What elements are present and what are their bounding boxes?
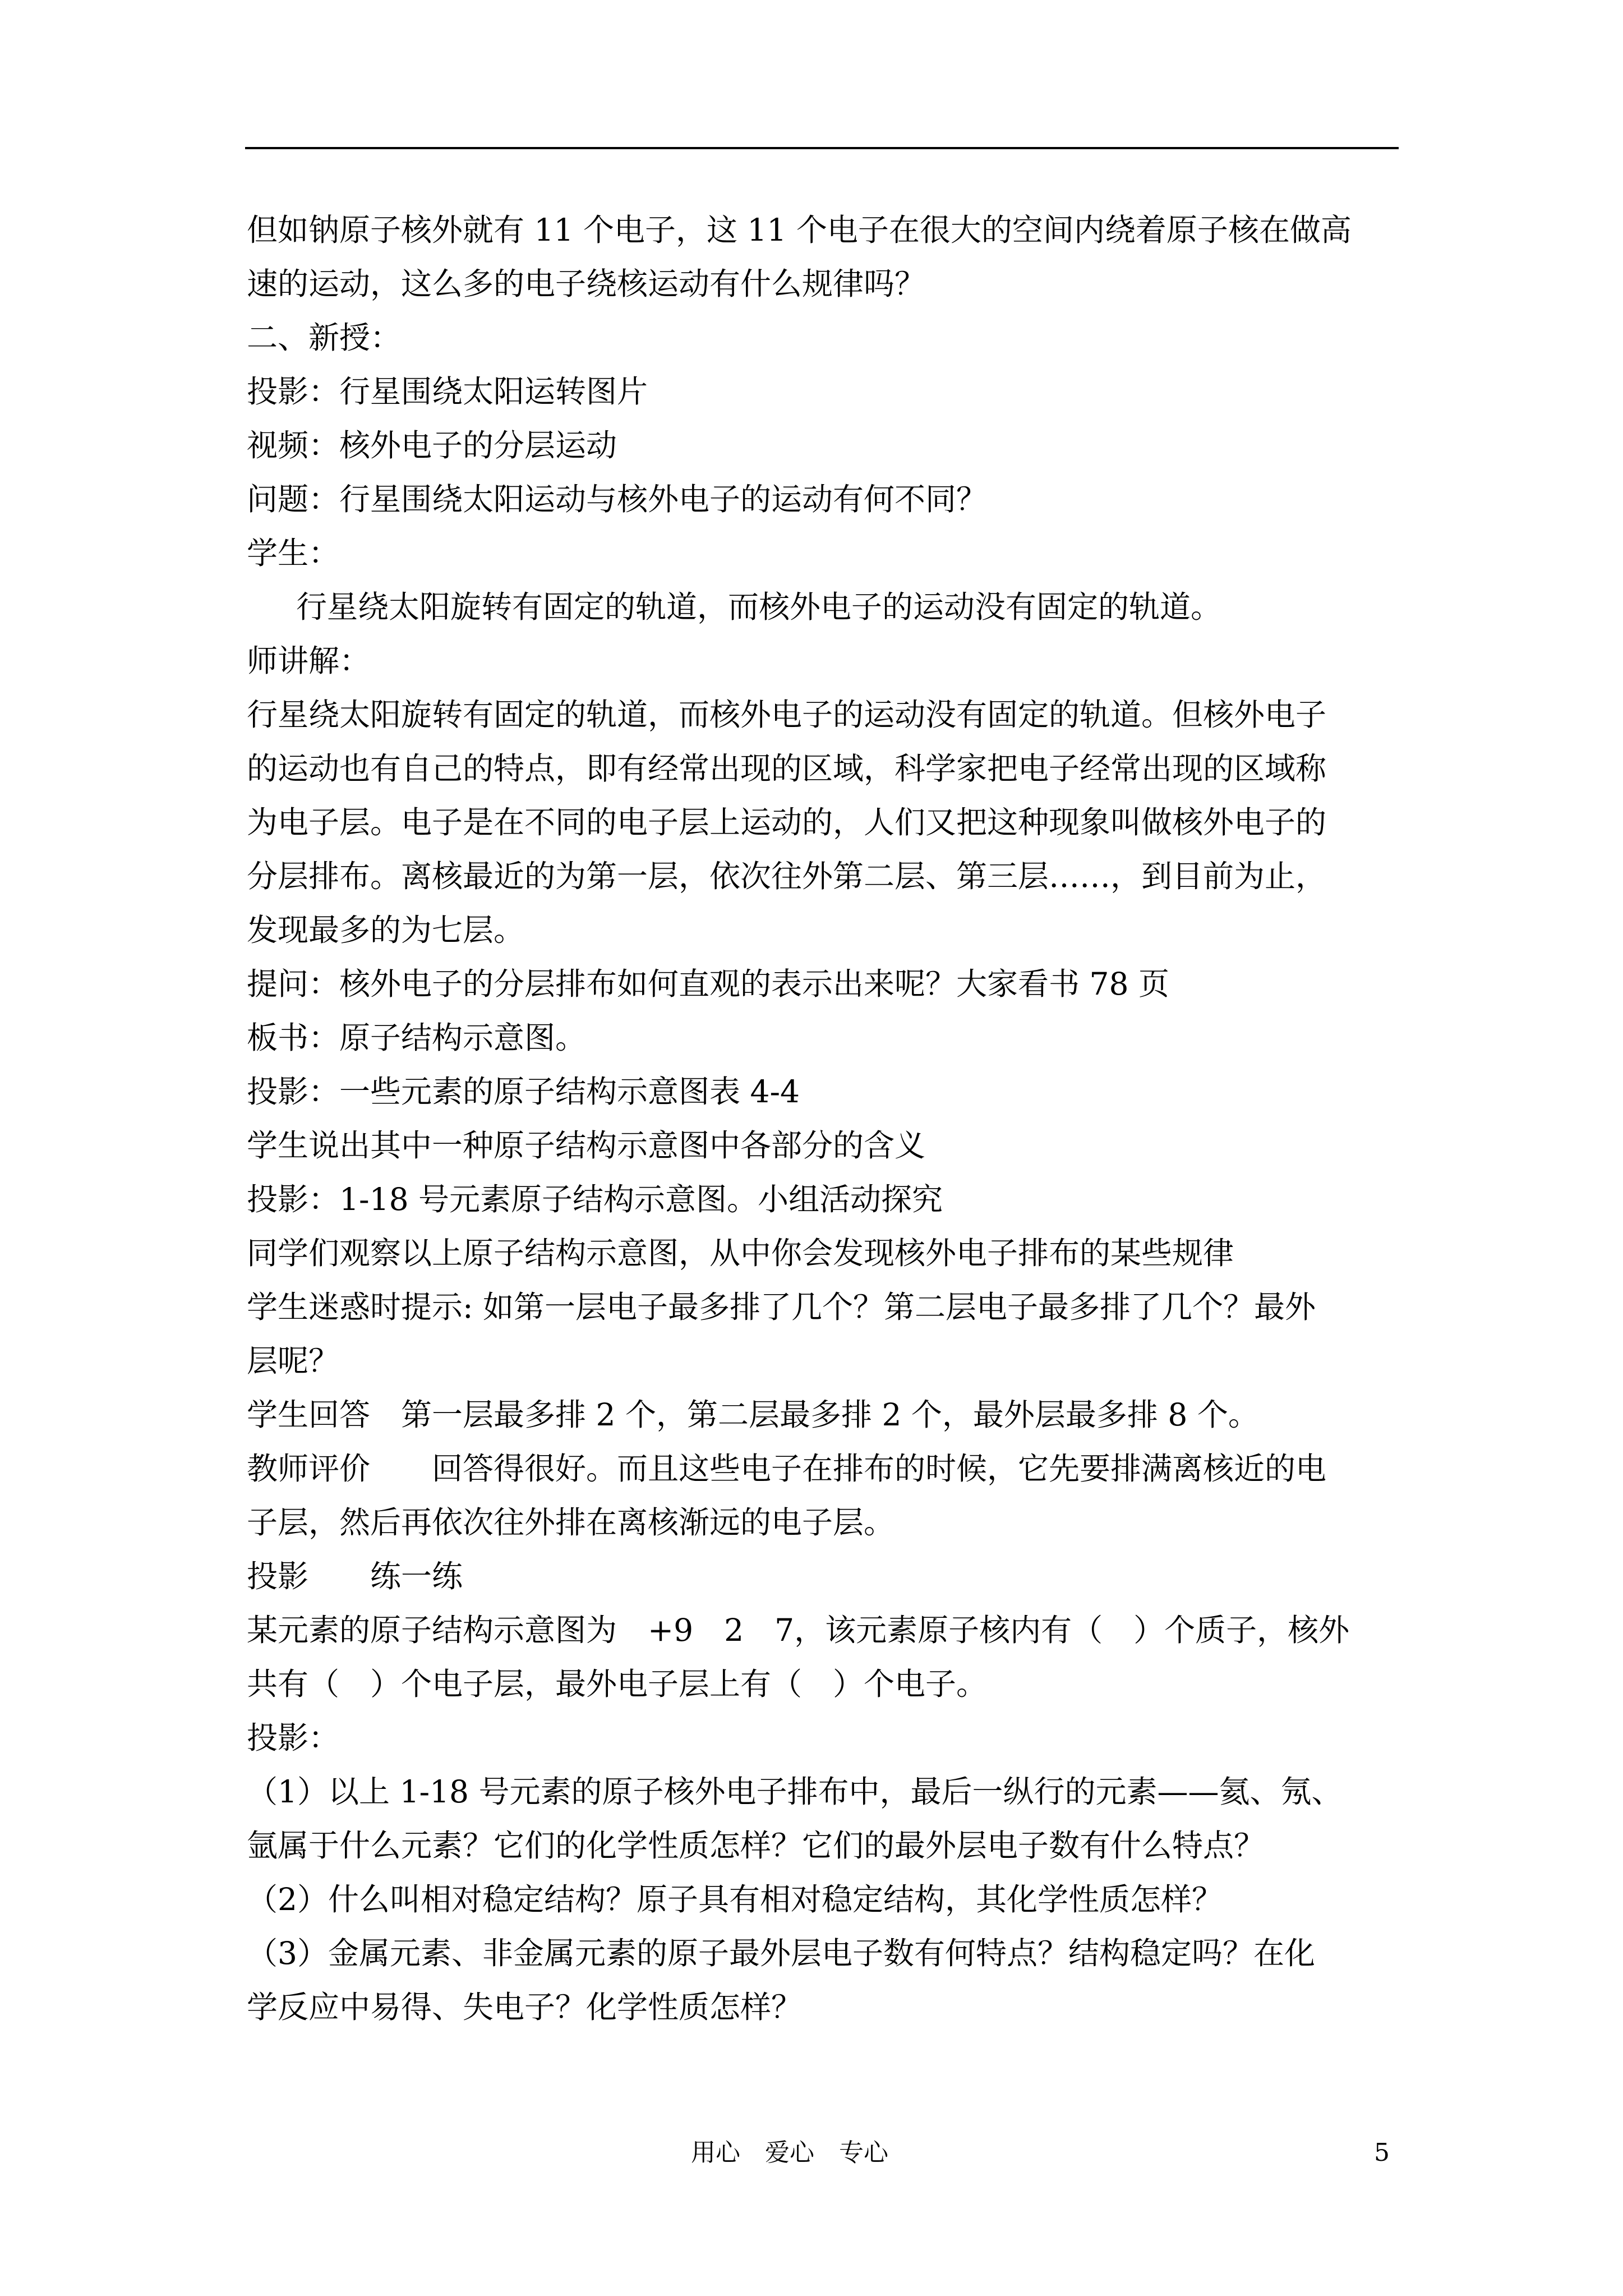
document-body xyxy=(247,203,1402,2034)
exercise-line: 共有（ ）个电子层，最外电子层上有（ ）个电子。 xyxy=(247,1666,988,1702)
body-line: 提问：核外电子的分层排布如何直观的表示出来呢？大家看书 78 页 xyxy=(247,966,1169,1002)
body-line: 板书：原子结构示意图。 xyxy=(247,1020,587,1056)
body-line: 投影：1-18 号元素原子结构示意图。小组活动探究 xyxy=(247,1181,943,1217)
question-line: 学反应中易得、失电子？化学性质怎样？ xyxy=(247,1989,803,2025)
body-line: 投影：行星围绕太阳运转图片 xyxy=(247,374,648,409)
section-heading: 二、新授： xyxy=(247,320,402,356)
question-line: 氩属于什么元素？它们的化学性质怎样？它们的最外层电子数有什么特点？ xyxy=(247,1828,1265,1864)
body-line: 分层排布。离核最近的为第一层，依次往外第二层、第三层……，到目前为止， xyxy=(247,858,1327,894)
body-line: 投影：一些元素的原子结构示意图表 4-4 xyxy=(247,1074,800,1110)
footer-slogan: 用心 爱心 专心 xyxy=(691,2138,888,2167)
page-number: 5 xyxy=(1374,2138,1390,2167)
body-line: 但如钠原子核外就有 11 个电子，这 11 个电子在很大的空间内绕着原子核在做高 xyxy=(247,212,1352,248)
question-line: （3）金属元素、非金属元素的原子最外层电子数有何特点？结构稳定吗？在化 xyxy=(247,1935,1315,1971)
body-line: 学生迷惑时提示: 如第一层电子最多排了几个？第二层电子最多排了几个？最外 xyxy=(247,1289,1316,1325)
body-line: 的运动也有自己的特点，即有经常出现的区域，科学家把电子经常出现的区域称 xyxy=(247,751,1327,786)
question-line: （1）以上 1-18 号元素的原子核外电子排布中，最后一纵行的元素——氦、氖、 xyxy=(247,1774,1343,1810)
body-line: 问题：行星围绕太阳运动与核外电子的运动有何不同？ xyxy=(247,481,988,517)
body-line: 子层，然后再依次往外排在离核渐远的电子层。 xyxy=(247,1504,895,1540)
body-line: 层呢？ xyxy=(247,1343,340,1379)
body-line: 学生： xyxy=(247,535,340,571)
question-line: （2）什么叫相对稳定结构？原子具有相对稳定结构，其化学性质怎样？ xyxy=(247,1881,1223,1917)
body-line: 速的运动，这么多的电子绕核运动有什么规律吗？ xyxy=(247,266,926,302)
body-line: 学生回答 第一层最多排 2 个，第二层最多排 2 个，最外层最多排 8 个。 xyxy=(247,1397,1259,1433)
body-line: 同学们观察以上原子结构示意图，从中你会发现核外电子排布的某些规律 xyxy=(247,1235,1234,1271)
body-line: 投影 练一练 xyxy=(247,1558,463,1594)
body-line: 投影： xyxy=(247,1720,340,1756)
header-rule xyxy=(245,147,1399,149)
exercise-line: 某元素的原子结构示意图为 +9 2 7，该元素原子核内有（ ）个质子，核外 xyxy=(247,1612,1350,1648)
body-line: 视频：核外电子的分层运动 xyxy=(247,427,617,463)
body-line: 教师评价 回答得很好。而且这些电子在排布的时候，它先要排满离核近的电 xyxy=(247,1451,1327,1487)
body-line: 行星绕太阳旋转有固定的轨道，而核外电子的运动没有固定的轨道。 xyxy=(296,589,1222,625)
body-line: 行星绕太阳旋转有固定的轨道，而核外电子的运动没有固定的轨道。但核外电子 xyxy=(247,697,1327,733)
body-line: 师讲解： xyxy=(247,643,371,679)
body-line: 为电子层。电子是在不同的电子层上运动的，人们又把这种现象叫做核外电子的 xyxy=(247,804,1327,840)
body-line: 学生说出其中一种原子结构示意图中各部分的含义 xyxy=(247,1128,926,1163)
body-line: 发现最多的为七层。 xyxy=(247,912,525,948)
